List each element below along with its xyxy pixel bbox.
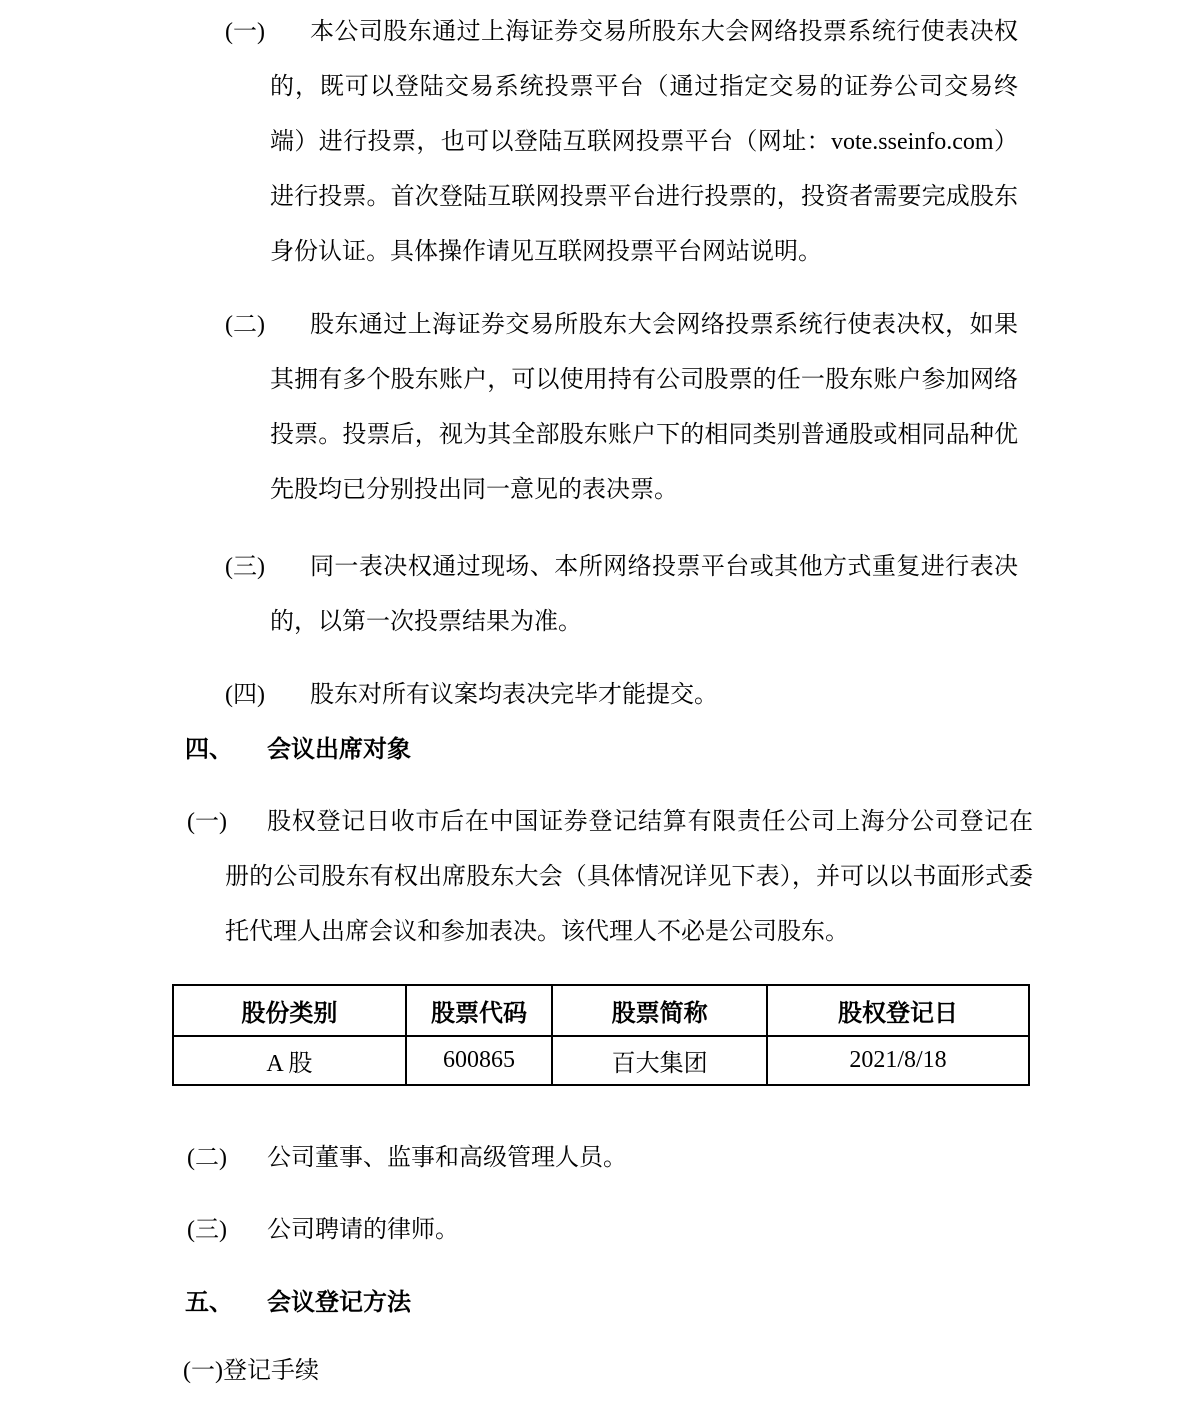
item-marker: (四) [225, 682, 265, 708]
share-info-table [172, 984, 1030, 1086]
section-title: 会议出席对象 [267, 737, 411, 763]
item-text: 股权登记日收市后在中国证券登记结算有限责任公司上海分公司登记在册的公司股东有权出席股东大会（具体情况详见下表），并可以以书面形式委托代理人出席会议和参加表决。该代理人不必是公司股东。 [225, 809, 1033, 945]
item-text: 股东通过上海证券交易所股东大会网络投票系统行使表决权，如果其拥有多个股东账户，可以使用持有公司股票的任一股东账户参加网络投票。投票后，视为其全部股东账户下的相同类别普通股或相同品种优先股均已分别投出同一意见的表决票。 [270, 312, 1018, 503]
item-marker: (三) [225, 554, 265, 580]
table-header-share-class: 股份类别 [173, 985, 406, 1036]
attendees-item-3 [187, 1203, 1033, 1258]
item-marker: (一) [187, 809, 227, 835]
table-cell-record-date: 2021/8/18 [767, 1036, 1029, 1085]
item-text: 公司董事、监事和高级管理人员。 [267, 1145, 627, 1171]
table-row [173, 1036, 1029, 1085]
section-title: 会议登记方法 [267, 1290, 411, 1316]
registration-procedure-subheading: (一)登记手续 [183, 1358, 319, 1384]
table-header-stock-code: 股票代码 [406, 985, 552, 1036]
section-number: 五、 [185, 1290, 233, 1316]
item-text: 同一表决权通过现场、本所网络投票平台或其他方式重复进行表决的，以第一次投票结果为准。 [270, 554, 1018, 635]
item-text: 股东对所有议案均表决完毕才能提交。 [310, 682, 718, 708]
table-cell-share-class: A 股 [173, 1036, 406, 1085]
network-voting-item-1 [225, 5, 1018, 280]
table-header-stock-name: 股票简称 [552, 985, 767, 1036]
item-marker: (二) [187, 1145, 227, 1171]
table-cell-stock-code: 600865 [406, 1036, 552, 1085]
item-marker: (二) [225, 312, 265, 338]
table-header-row [173, 985, 1029, 1036]
network-voting-item-4 [225, 668, 1018, 723]
item-marker: (一) [225, 19, 265, 45]
item-text: 本公司股东通过上海证券交易所股东大会网络投票系统行使表决权的，既可以登陆交易系统投票平台（通过指定交易的证券公司交易终端）进行投票，也可以登陆互联网投票平台（网址：vote.sseinfo.com）进行投票。首次登陆互联网投票平台进行投票的，投资者需要完成股东身份认证。具体操作请见互联网投票平台网站说明。 [270, 19, 1018, 265]
section-heading-registration [185, 1276, 1033, 1331]
table-header-record-date: 股权登记日 [767, 985, 1029, 1036]
network-voting-item-3 [225, 540, 1018, 650]
network-voting-item-2 [225, 298, 1018, 518]
attendees-item-1 [187, 795, 1033, 960]
section-heading-attendees [185, 723, 1033, 778]
item-marker: (三) [187, 1217, 227, 1243]
section-number: 四、 [185, 737, 233, 763]
item-text: 公司聘请的律师。 [267, 1217, 459, 1243]
table-cell-stock-name: 百大集团 [552, 1036, 767, 1085]
attendees-item-2 [187, 1131, 1033, 1186]
